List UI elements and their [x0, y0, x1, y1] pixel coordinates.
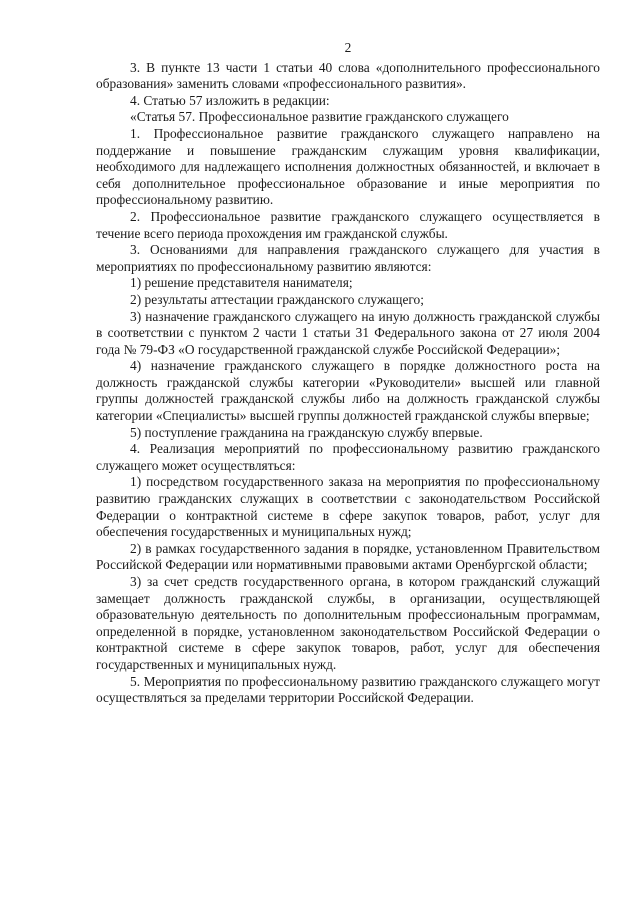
paragraph-amendment-3: 3. В пункте 13 части 1 статьи 40 слова «дополнительного профессионального образования» заменить словами «профессионального развития». [96, 59, 600, 92]
article-57-part-1: 1. Профессиональное развитие гражданского служащего направлено на поддержание и повышение гражданским служащим уровня квалификации, необходимого для надлежащего исполнения должностных обязанностей, и включает в себя дополнительное профессиональное образование и иные мероприятия по профессиональному развитию. [96, 125, 600, 208]
article-57-part-3: 3. Основаниями для направления гражданского служащего для участия в мероприятиях по профессиональному развитию являются: [96, 242, 600, 274]
article-57-part-5: 5. Мероприятия по профессиональному развитию гражданского служащего могут осуществляться за пределами территории Российской Федерации. [96, 673, 600, 706]
article-57-title: «Статья 57. Профессиональное развитие гражданского служащего [130, 109, 509, 125]
article-57-part-4: 4. Реализация мероприятий по профессиональному развитию гражданского служащего может осуществляться: [96, 441, 600, 473]
paragraph-amendment-4: 4. Статью 57 изложить в редакции: [130, 92, 330, 108]
part-3-item-1: 1) решение представителя нанимателя; [130, 275, 353, 291]
part-3-item-3: 3) назначение гражданского служащего на иную должность гражданской службы в соответствии с пунктом 2 части 1 статьи 31 Федерального закона от 27 июля 2004 года № 79-ФЗ «О государственной гражданской службе Российской Федерации»; [96, 308, 600, 357]
part-3-item-5: 5) поступление гражданина на гражданскую службу впервые. [130, 424, 483, 440]
part-3-item-2: 2) результаты аттестации гражданского служащего; [130, 291, 424, 307]
part-4-item-3: 3) за счет средств государственного органа, в котором гражданский служащий замещает должность гражданской службы, в организации, осуществляющей образовательную деятельность по дополнительным профессиональным программам, определенной в порядке, установленном законодательством Российской Федерации о контрактной системе в сфере закупок товаров, работ, услуг для обеспечения государственных и муниципальных нужд. [96, 574, 600, 672]
part-4-item-1: 1) посредством государственного заказа на мероприятия по профессиональному развитию гражданских служащих в соответствии с законодательством Российской Федерации о контрактной системе в сфере закупок товаров, работ, услуг для обеспечения государственных и муниципальных нужд; [96, 474, 600, 540]
part-4-item-2: 2) в рамках государственного задания в порядке, установленном Правительством Российской Федерации или нормативными правовыми актами Оренбургской области; [96, 540, 600, 573]
document-page [96, 40, 600, 707]
part-3-item-4: 4) назначение гражданского служащего в порядке должностного роста на должность гражданской службы категории «Руководители» высшей или главной группы должностей гражданской службы либо на должность гражданской службы категории «Специалисты» высшей группы должностей гражданской службы впервые; [96, 358, 600, 424]
article-57-part-2: 2. Профессиональное развитие гражданского служащего осуществляется в течение всего периода прохождения им гражданской службы. [96, 208, 600, 241]
page-number: 2 [344, 40, 352, 55]
